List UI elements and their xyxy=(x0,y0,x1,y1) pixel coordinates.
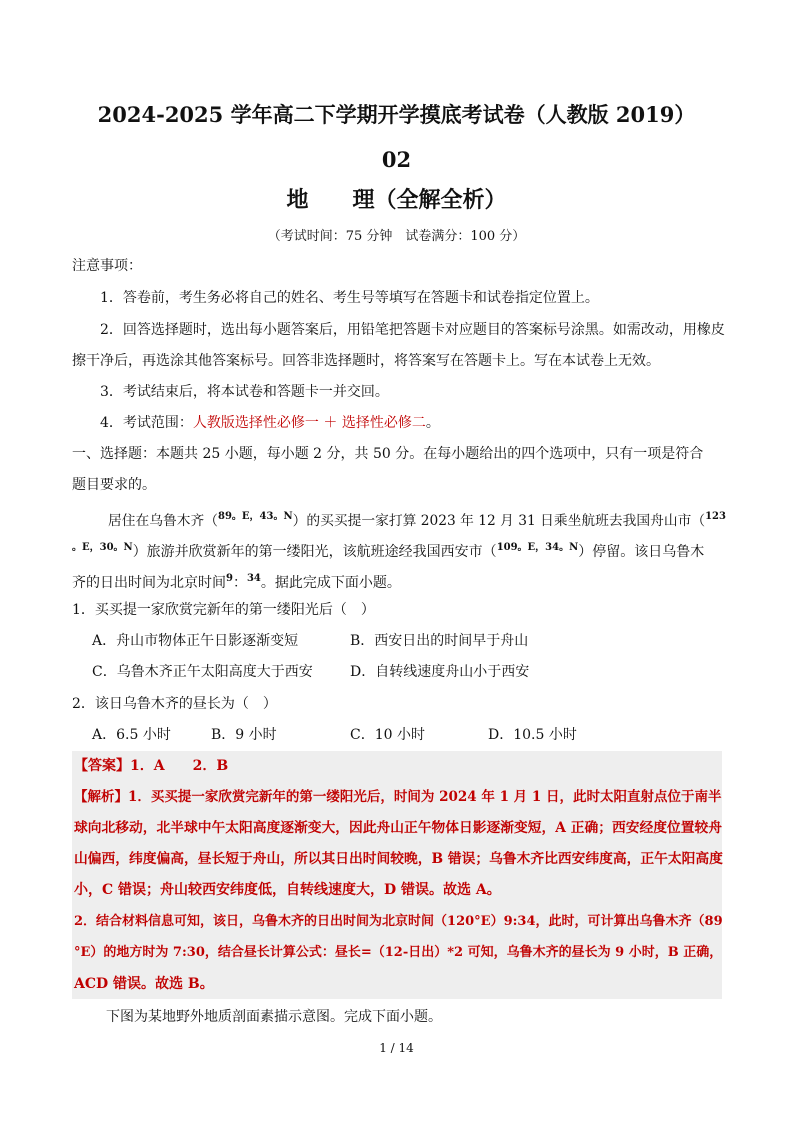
section-heading-cont: 题目要求的。 xyxy=(72,477,156,493)
question-2-option-c: C．10 小时 xyxy=(350,727,425,743)
notes-item-4-suffix: 。 xyxy=(425,415,440,431)
analysis-line-6: °E）的地方时为 7:30，结合昼长计算公式：昼长=（12-日出）*2 可知，乌鲁木齐的昼长为 9 小时，B 正确， xyxy=(74,945,723,960)
notes-item-4 xyxy=(100,413,440,433)
coord-xian: 109。E，34。N xyxy=(496,542,579,553)
passage-line-1 xyxy=(108,507,726,531)
coord-zhoushan-lon: 123 xyxy=(705,511,726,522)
analysis-line-1 xyxy=(74,787,721,807)
section-heading: 一、选择题：本题共 25 小题，每小题 2 分，共 50 分。在每小题给出的四个选项中，只有一项是符合 xyxy=(72,446,704,462)
subject-title: 地 理（全解全析） xyxy=(286,187,507,213)
analysis-label: 【解析】 xyxy=(74,789,128,805)
sunrise-hour: 9 xyxy=(226,573,233,584)
question-1-stem: 1．买买提一家欣赏完新年的第一缕阳光后（ ） xyxy=(72,602,375,618)
question-2-option-d: D．10.5 小时 xyxy=(488,727,577,743)
exam-scope: 人教版选择性必修一 ＋ 选择性必修二 xyxy=(192,415,426,431)
passage-line-2 xyxy=(72,538,704,562)
question-2-stem: 2．该日乌鲁木齐的昼长为（ ） xyxy=(72,696,277,712)
passage-line-3 xyxy=(72,569,401,593)
answer-label: 【答案】 xyxy=(74,758,130,774)
answer-text: 1．A 2．B xyxy=(130,758,229,774)
notes-item-1: 1．答卷前，考生务必将自己的姓名、考生号等填写在答题卡和试卷指定位置上。 xyxy=(100,290,599,306)
passage-text: ）旅游并欣赏新年的第一缕阳光，该航班途经我国西安市（ xyxy=(132,544,497,560)
notes-item-3: 3．考试结束后，将本试卷和答题卡一并交回。 xyxy=(100,384,389,400)
coord-urumqi: 89。E，43。N xyxy=(218,511,293,522)
passage-text: ）停留。该日乌鲁木 xyxy=(578,544,705,560)
analysis-line-3: 山偏西，纬度偏高，昼长短于舟山，所以其日出时间较晚，B 错误；乌鲁木齐比西安纬度高，正午太阳高度 xyxy=(74,851,723,867)
answer-line xyxy=(74,756,228,776)
page-number: 1 / 14 xyxy=(379,1041,414,1055)
sunrise-sep: ： xyxy=(232,575,247,591)
notes-item-2a: 2．回答选择题时，选出每小题答案后，用铅笔把答题卡对应题目的答案标号涂黑。如需改动，用橡皮 xyxy=(100,322,725,338)
passage-text: 居住在乌鲁木齐（ xyxy=(108,513,219,529)
question-1-option-c: C．乌鲁木齐正午太阳高度大于西安 xyxy=(92,664,313,680)
exam-title-number: 02 xyxy=(381,147,412,172)
exam-meta: （考试时间：75 分钟 试卷满分：100 分） xyxy=(267,229,526,244)
sunrise-minute: 34 xyxy=(246,573,261,584)
analysis-line-4: 小，C 错误；舟山较西安纬度低，自转线速度大，D 错误。故选 A。 xyxy=(74,882,501,898)
next-question-intro: 下图为某地野外地质剖面素描示意图。完成下面小题。 xyxy=(106,1009,442,1025)
question-2-option-a: A．6.5 小时 xyxy=(92,727,171,743)
passage-text: 。据此完成下面小题。 xyxy=(260,575,401,591)
question-1-option-d: D．自转线速度舟山小于西安 xyxy=(350,664,530,680)
analysis-line-7: ACD 错误。故选 B。 xyxy=(74,976,214,992)
passage-text: 齐的日出时间为北京时间 xyxy=(72,575,226,591)
question-1-option-b: B．西安日出的时间早于舟山 xyxy=(350,633,529,649)
analysis-text: 1．买买提一家欣赏完新年的第一缕阳光后，时间为 2024 年 1 月 1 日，此时太阳直射点位于南半 xyxy=(128,789,722,805)
coord-zhoushan: 。E，30。N xyxy=(72,542,133,553)
passage-text: ）的买买提一家打算 2023 年 12 月 31 日乘坐航班去我国舟山市（ xyxy=(292,513,706,529)
question-2-option-b: B．9 小时 xyxy=(211,727,277,743)
analysis-line-2: 球向北移动，北半球中午太阳高度逐渐变大，因此舟山正午物体日影逐渐变短，A 正确；西安经度位置较舟 xyxy=(74,820,722,836)
analysis-line-5: 2．结合材料信息可知，该日，乌鲁木齐的日出时间为北京时间（120°E）9:34，此时，可计算出乌鲁木齐（89 xyxy=(74,914,723,929)
question-1-option-a: A．舟山市物体正午日影逐渐变短 xyxy=(92,633,299,649)
notes-item-2b: 擦干净后，再选涂其他答案标号。回答非选择题时，将答案写在答题卡上。写在本试卷上无效。 xyxy=(72,353,660,369)
notes-heading: 注意事项： xyxy=(72,258,142,274)
notes-item-4-prefix: 4．考试范围： xyxy=(100,415,193,431)
exam-title: 2024-2025 学年高二下学期开学摸底考试卷（人教版 2019） xyxy=(97,102,696,127)
